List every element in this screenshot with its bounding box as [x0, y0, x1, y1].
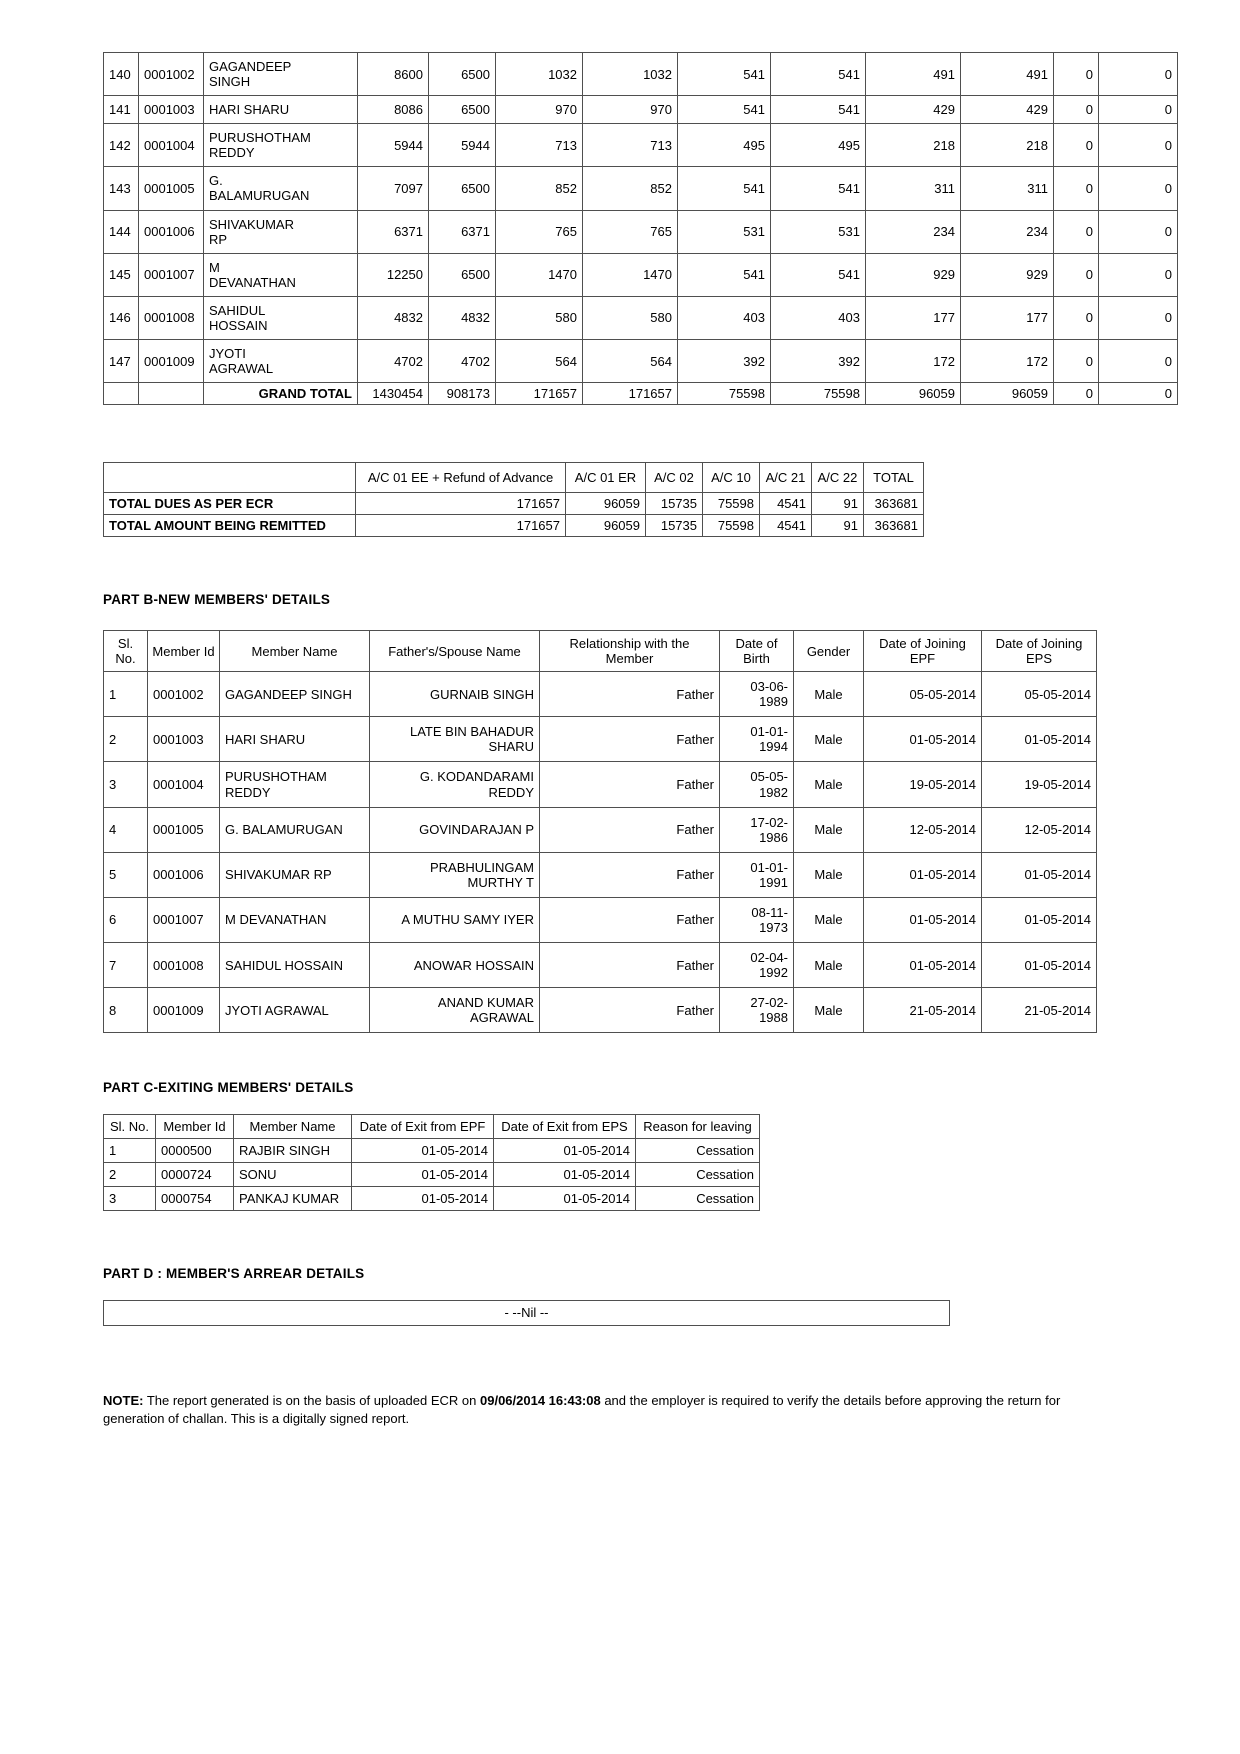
part-c-header-row — [104, 1115, 760, 1139]
cell-date-of-birth: 08-11-1973 — [720, 897, 794, 942]
column-header: Father's/Spouse Name — [370, 631, 540, 672]
column-header: Member Id — [156, 1115, 234, 1139]
column-header: Relationship with the Member — [540, 631, 720, 672]
cell-member-name: PURUSHOTHAM REDDY — [220, 762, 370, 807]
cell-date-of-joining-eps: 01-05-2014 — [982, 852, 1097, 897]
grand-total-amount: 0 — [1054, 383, 1099, 405]
cell-member-id: 0001002 — [148, 672, 220, 717]
cell-member-id: 0001003 — [148, 717, 220, 762]
cell-amount: 541 — [771, 96, 866, 124]
column-header: Member Id — [148, 631, 220, 672]
table-row — [104, 897, 1097, 942]
column-header: TOTAL — [864, 463, 924, 493]
cell-amount: 0 — [1054, 340, 1099, 383]
table-row — [104, 943, 1097, 988]
cell-amount: 0 — [1054, 53, 1099, 96]
cell-date-of-joining-eps: 19-05-2014 — [982, 762, 1097, 807]
column-header: Date of Joining EPF — [864, 631, 982, 672]
cell-amount: 429 — [866, 96, 961, 124]
cell-amount: 852 — [496, 167, 583, 210]
column-header: Sl. No. — [104, 631, 148, 672]
cell-amount: 311 — [866, 167, 961, 210]
grand-total-amount: 1430454 — [358, 383, 429, 405]
cell-serial: 2 — [104, 717, 148, 762]
cell-amount: 495 — [678, 124, 771, 167]
cell-member-id: 0001005 — [148, 807, 220, 852]
cell-serial: 7 — [104, 943, 148, 988]
cell-amount: 4541 — [760, 493, 812, 515]
cell-amount: 541 — [771, 253, 866, 296]
cell-amount: 177 — [866, 296, 961, 339]
cell-total-label: TOTAL DUES AS PER ECR — [104, 493, 356, 515]
cell-amount: 6500 — [429, 96, 496, 124]
cell-amount: 491 — [961, 53, 1054, 96]
cell-amount: 531 — [678, 210, 771, 253]
cell-reason-for-leaving: Cessation — [636, 1187, 760, 1211]
cell-date-of-joining-eps: 01-05-2014 — [982, 897, 1097, 942]
column-header: Date of Exit from EPF — [352, 1115, 494, 1139]
column-header: Date of Exit from EPS — [494, 1115, 636, 1139]
part-d-heading: PART D : MEMBER'S ARREAR DETAILS — [103, 1266, 365, 1281]
cell-amount: 96059 — [566, 493, 646, 515]
cell-serial: 146 — [104, 296, 139, 339]
column-header: Date of Joining EPS — [982, 631, 1097, 672]
cell-gender: Male — [794, 672, 864, 717]
cell-gender: Male — [794, 807, 864, 852]
cell-date-of-joining-eps: 01-05-2014 — [982, 717, 1097, 762]
note-text-after: and the employer is required to verify the details before approving the return for generation of challan. This is a digitally signed report. — [103, 1393, 1061, 1427]
cell-amount: 6371 — [429, 210, 496, 253]
note-label: NOTE: — [103, 1393, 144, 1408]
cell-member-name: SHIVAKUMAR RP — [220, 852, 370, 897]
cell-gender: Male — [794, 943, 864, 988]
cell-member-name: SAHIDUL HOSSAIN — [204, 296, 358, 339]
cell-amount: 713 — [496, 124, 583, 167]
column-header: A/C 21 — [760, 463, 812, 493]
cell-date-of-exit-eps: 01-05-2014 — [494, 1163, 636, 1187]
cell-serial: 8 — [104, 988, 148, 1033]
cell-amount: 363681 — [864, 515, 924, 537]
cell-relationship: Father — [540, 852, 720, 897]
cell-member-id: 0001004 — [148, 762, 220, 807]
cell-gender: Male — [794, 897, 864, 942]
cell-amount: 4541 — [760, 515, 812, 537]
cell-amount: 234 — [961, 210, 1054, 253]
cell-amount: 234 — [866, 210, 961, 253]
cell-amount: 970 — [496, 96, 583, 124]
part-b-heading: PART B-NEW MEMBERS' DETAILS — [103, 592, 331, 607]
cell-serial: 4 — [104, 807, 148, 852]
cell-father-spouse-name: A MUTHU SAMY IYER — [370, 897, 540, 942]
cell-amount: 218 — [961, 124, 1054, 167]
cell-amount: 0 — [1099, 96, 1178, 124]
cell-amount: 541 — [771, 53, 866, 96]
table-row — [104, 53, 1178, 96]
cell-amount: 172 — [866, 340, 961, 383]
cell-amount: 75598 — [703, 493, 760, 515]
cell-serial: 143 — [104, 167, 139, 210]
table-row — [104, 852, 1097, 897]
table-row — [104, 988, 1097, 1033]
cell-date-of-joining-epf: 12-05-2014 — [864, 807, 982, 852]
cell-member-name: JYOTI AGRAWAL — [220, 988, 370, 1033]
cell-member-name: HARI SHARU — [204, 96, 358, 124]
cell-amount: 6500 — [429, 253, 496, 296]
cell-date-of-exit-eps: 01-05-2014 — [494, 1187, 636, 1211]
grand-total-amount: 171657 — [496, 383, 583, 405]
grand-total-amount: 96059 — [961, 383, 1054, 405]
cell-date-of-joining-eps: 01-05-2014 — [982, 943, 1097, 988]
cell-amount: 6371 — [358, 210, 429, 253]
cell-date-of-joining-epf: 19-05-2014 — [864, 762, 982, 807]
grand-total-amount: 908173 — [429, 383, 496, 405]
table-row — [104, 167, 1178, 210]
cell-member-id: 0000754 — [156, 1187, 234, 1211]
cell-amount: 15735 — [646, 515, 703, 537]
cell-amount: 495 — [771, 124, 866, 167]
cell-amount: 531 — [771, 210, 866, 253]
cell-amount: 171657 — [356, 493, 566, 515]
cell-serial: 142 — [104, 124, 139, 167]
part-c-heading: PART C-EXITING MEMBERS' DETAILS — [103, 1080, 354, 1095]
cell-amount: 491 — [866, 53, 961, 96]
cell-member-name: HARI SHARU — [220, 717, 370, 762]
cell-amount: 0 — [1054, 296, 1099, 339]
summary-header-row — [104, 463, 924, 493]
cell-member-name: SONU — [234, 1163, 352, 1187]
cell-member-id: 0001008 — [139, 296, 204, 339]
cell-amount: 0 — [1099, 253, 1178, 296]
cell-relationship: Father — [540, 672, 720, 717]
part-b-header-row — [104, 631, 1097, 672]
remittance-summary-table — [103, 462, 924, 537]
cell-amount: 6500 — [429, 53, 496, 96]
cell-amount: 0 — [1099, 340, 1178, 383]
cell-date-of-birth: 17-02-1986 — [720, 807, 794, 852]
cell-amount: 172 — [961, 340, 1054, 383]
cell-relationship: Father — [540, 807, 720, 852]
column-header: Reason for leaving — [636, 1115, 760, 1139]
cell-date-of-joining-eps: 12-05-2014 — [982, 807, 1097, 852]
cell-father-spouse-name: ANAND KUMAR AGRAWAL — [370, 988, 540, 1033]
cell-amount: 4702 — [429, 340, 496, 383]
cell-amount: 580 — [583, 296, 678, 339]
cell-serial: 3 — [104, 1187, 156, 1211]
table-row — [104, 1139, 760, 1163]
cell-amount: 0 — [1099, 167, 1178, 210]
cell-amount: 75598 — [703, 515, 760, 537]
column-header — [104, 463, 356, 493]
cell-date-of-joining-eps: 05-05-2014 — [982, 672, 1097, 717]
cell-amount: 541 — [678, 96, 771, 124]
cell-amount: 8086 — [358, 96, 429, 124]
cell-reason-for-leaving: Cessation — [636, 1163, 760, 1187]
cell-member-id: 0001003 — [139, 96, 204, 124]
cell-member-id: 0001002 — [139, 53, 204, 96]
cell-amount: 765 — [583, 210, 678, 253]
column-header: A/C 22 — [812, 463, 864, 493]
cell-serial: 3 — [104, 762, 148, 807]
cell-amount: 15735 — [646, 493, 703, 515]
grand-total-row — [104, 383, 1178, 405]
column-header: A/C 01 EE + Refund of Advance — [356, 463, 566, 493]
grand-total-label: GRAND TOTAL — [204, 383, 358, 405]
cell-relationship: Father — [540, 988, 720, 1033]
cell-serial: 144 — [104, 210, 139, 253]
cell-amount: 0 — [1099, 296, 1178, 339]
cell-amount: 403 — [678, 296, 771, 339]
cell-amount: 91 — [812, 493, 864, 515]
note-text-before: The report generated is on the basis of uploaded ECR on — [143, 1393, 480, 1408]
cell-member-name: SHIVAKUMAR RP — [204, 210, 358, 253]
cell-father-spouse-name: GOVINDARAJAN P — [370, 807, 540, 852]
cell-serial: 2 — [104, 1163, 156, 1187]
cell-amount: 541 — [678, 167, 771, 210]
cell-date-of-joining-epf: 01-05-2014 — [864, 852, 982, 897]
cell-amount: 852 — [583, 167, 678, 210]
column-header: Date of Birth — [720, 631, 794, 672]
cell-member-id: 0001009 — [148, 988, 220, 1033]
cell-serial: 5 — [104, 852, 148, 897]
cell-amount: 311 — [961, 167, 1054, 210]
cell-empty — [139, 383, 204, 405]
cell-date-of-birth: 01-01-1994 — [720, 717, 794, 762]
cell-member-name: GAGANDEEP SINGH — [204, 53, 358, 96]
cell-member-id: 0001008 — [148, 943, 220, 988]
cell-amount: 929 — [866, 253, 961, 296]
cell-amount: 1470 — [583, 253, 678, 296]
cell-date-of-birth: 05-05-1982 — [720, 762, 794, 807]
cell-gender: Male — [794, 762, 864, 807]
cell-member-name: G. BALAMURUGAN — [220, 807, 370, 852]
cell-amount: 0 — [1054, 124, 1099, 167]
cell-gender: Male — [794, 988, 864, 1033]
cell-amount: 91 — [812, 515, 864, 537]
cell-amount: 713 — [583, 124, 678, 167]
cell-amount: 363681 — [864, 493, 924, 515]
cell-serial: 145 — [104, 253, 139, 296]
cell-gender: Male — [794, 717, 864, 762]
cell-amount: 564 — [583, 340, 678, 383]
cell-date-of-joining-epf: 05-05-2014 — [864, 672, 982, 717]
cell-serial: 1 — [104, 1139, 156, 1163]
cell-amount: 0 — [1099, 53, 1178, 96]
cell-date-of-birth: 01-01-1991 — [720, 852, 794, 897]
cell-relationship: Father — [540, 762, 720, 807]
column-header: Sl. No. — [104, 1115, 156, 1139]
cell-serial: 147 — [104, 340, 139, 383]
cell-amount: 4832 — [358, 296, 429, 339]
cell-amount: 929 — [961, 253, 1054, 296]
cell-date-of-joining-epf: 01-05-2014 — [864, 897, 982, 942]
cell-relationship: Father — [540, 943, 720, 988]
cell-member-id: 0001006 — [139, 210, 204, 253]
cell-amount: 1470 — [496, 253, 583, 296]
table-row — [104, 210, 1178, 253]
table-row — [104, 493, 924, 515]
cell-member-id: 0001007 — [148, 897, 220, 942]
table-row — [104, 340, 1178, 383]
table-row — [104, 96, 1178, 124]
cell-date-of-joining-epf: 01-05-2014 — [864, 717, 982, 762]
cell-father-spouse-name: GURNAIB SINGH — [370, 672, 540, 717]
cell-amount: 0 — [1099, 210, 1178, 253]
cell-member-name: PANKAJ KUMAR — [234, 1187, 352, 1211]
cell-amount: 0 — [1054, 167, 1099, 210]
cell-member-name: SAHIDUL HOSSAIN — [220, 943, 370, 988]
part-a-table — [103, 52, 1178, 405]
cell-date-of-birth: 03-06-1989 — [720, 672, 794, 717]
cell-date-of-joining-epf: 21-05-2014 — [864, 988, 982, 1033]
table-row — [104, 296, 1178, 339]
table-row — [104, 1163, 760, 1187]
cell-relationship: Father — [540, 717, 720, 762]
cell-amount: 541 — [678, 253, 771, 296]
cell-member-name: M DEVANATHAN — [220, 897, 370, 942]
cell-amount: 564 — [496, 340, 583, 383]
cell-amount: 0 — [1099, 124, 1178, 167]
cell-amount: 4702 — [358, 340, 429, 383]
cell-member-id: 0001007 — [139, 253, 204, 296]
cell-date-of-joining-eps: 21-05-2014 — [982, 988, 1097, 1033]
grand-total-amount: 75598 — [771, 383, 866, 405]
cell-amount: 5944 — [429, 124, 496, 167]
note-text — [103, 1392, 1093, 1429]
cell-father-spouse-name: LATE BIN BAHADUR SHARU — [370, 717, 540, 762]
cell-member-name: PURUSHOTHAM REDDY — [204, 124, 358, 167]
cell-father-spouse-name: G. KODANDARAMI REDDY — [370, 762, 540, 807]
column-header: Member Name — [220, 631, 370, 672]
cell-gender: Male — [794, 852, 864, 897]
cell-date-of-exit-epf: 01-05-2014 — [352, 1187, 494, 1211]
cell-amount: 429 — [961, 96, 1054, 124]
cell-amount: 0 — [1054, 253, 1099, 296]
cell-member-id: 0001006 — [148, 852, 220, 897]
cell-amount: 7097 — [358, 167, 429, 210]
cell-amount: 12250 — [358, 253, 429, 296]
cell-amount: 0 — [1054, 210, 1099, 253]
cell-amount: 5944 — [358, 124, 429, 167]
cell-amount: 8600 — [358, 53, 429, 96]
grand-total-amount: 0 — [1099, 383, 1178, 405]
cell-member-id: 0001005 — [139, 167, 204, 210]
table-row — [104, 807, 1097, 852]
cell-father-spouse-name: ANOWAR HOSSAIN — [370, 943, 540, 988]
cell-member-id: 0000500 — [156, 1139, 234, 1163]
part-b-table — [103, 630, 1097, 1033]
cell-member-name: M DEVANATHAN — [204, 253, 358, 296]
cell-reason-for-leaving: Cessation — [636, 1139, 760, 1163]
cell-amount: 392 — [678, 340, 771, 383]
table-row — [104, 253, 1178, 296]
cell-member-id: 0001004 — [139, 124, 204, 167]
column-header: Member Name — [234, 1115, 352, 1139]
column-header: A/C 02 — [646, 463, 703, 493]
cell-amount: 0 — [1054, 96, 1099, 124]
column-header: Gender — [794, 631, 864, 672]
cell-total-label: TOTAL AMOUNT BEING REMITTED — [104, 515, 356, 537]
part-c-table — [103, 1114, 760, 1211]
table-row — [104, 515, 924, 537]
cell-amount: 392 — [771, 340, 866, 383]
cell-amount: 177 — [961, 296, 1054, 339]
table-row — [104, 672, 1097, 717]
cell-relationship: Father — [540, 897, 720, 942]
cell-amount: 541 — [771, 167, 866, 210]
cell-amount: 1032 — [583, 53, 678, 96]
cell-empty — [104, 383, 139, 405]
cell-amount: 6500 — [429, 167, 496, 210]
column-header: A/C 10 — [703, 463, 760, 493]
cell-serial: 141 — [104, 96, 139, 124]
cell-amount: 765 — [496, 210, 583, 253]
grand-total-amount: 96059 — [866, 383, 961, 405]
cell-father-spouse-name: PRABHULINGAM MURTHY T — [370, 852, 540, 897]
cell-serial: 6 — [104, 897, 148, 942]
cell-date-of-exit-epf: 01-05-2014 — [352, 1163, 494, 1187]
cell-date-of-birth: 02-04-1992 — [720, 943, 794, 988]
cell-amount: 4832 — [429, 296, 496, 339]
cell-amount: 580 — [496, 296, 583, 339]
cell-member-name: JYOTI AGRAWAL — [204, 340, 358, 383]
grand-total-amount: 75598 — [678, 383, 771, 405]
table-row — [104, 762, 1097, 807]
cell-date-of-joining-epf: 01-05-2014 — [864, 943, 982, 988]
table-row — [104, 124, 1178, 167]
cell-member-id: 0000724 — [156, 1163, 234, 1187]
table-row — [104, 717, 1097, 762]
cell-amount: 1032 — [496, 53, 583, 96]
cell-amount: 218 — [866, 124, 961, 167]
cell-member-name: G. BALAMURUGAN — [204, 167, 358, 210]
part-d-nil-box: - --Nil -- — [103, 1300, 950, 1326]
cell-serial: 1 — [104, 672, 148, 717]
cell-member-name: GAGANDEEP SINGH — [220, 672, 370, 717]
cell-date-of-birth: 27-02-1988 — [720, 988, 794, 1033]
cell-member-id: 0001009 — [139, 340, 204, 383]
note-timestamp: 09/06/2014 16:43:08 — [480, 1393, 601, 1408]
grand-total-amount: 171657 — [583, 383, 678, 405]
cell-amount: 541 — [678, 53, 771, 96]
cell-amount: 171657 — [356, 515, 566, 537]
table-row — [104, 1187, 760, 1211]
column-header: A/C 01 ER — [566, 463, 646, 493]
cell-member-name: RAJBIR SINGH — [234, 1139, 352, 1163]
cell-date-of-exit-eps: 01-05-2014 — [494, 1139, 636, 1163]
cell-amount: 96059 — [566, 515, 646, 537]
cell-amount: 403 — [771, 296, 866, 339]
cell-serial: 140 — [104, 53, 139, 96]
cell-amount: 970 — [583, 96, 678, 124]
cell-date-of-exit-epf: 01-05-2014 — [352, 1139, 494, 1163]
